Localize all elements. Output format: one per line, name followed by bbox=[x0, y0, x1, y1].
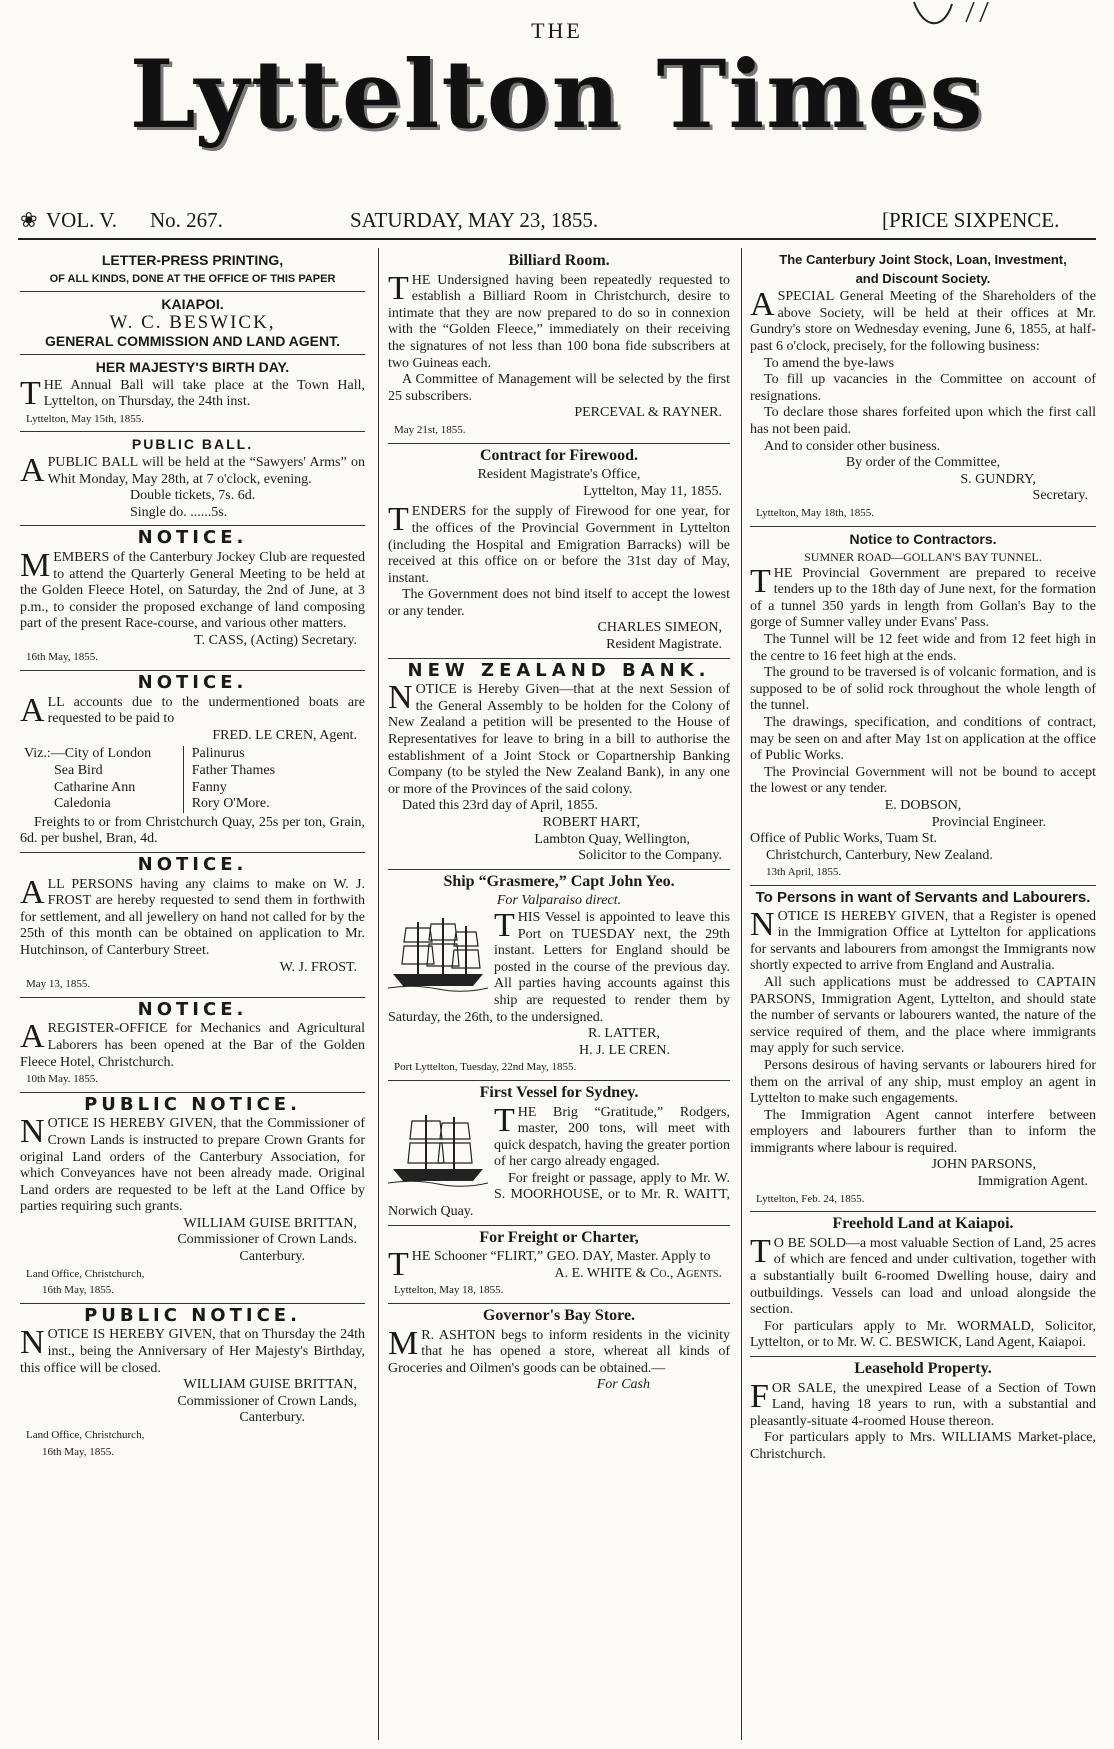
ad-signature: Commissioner of Crown Lands. bbox=[177, 1232, 357, 1248]
issue-date: SATURDAY, MAY 23, 1855. bbox=[350, 208, 599, 232]
column-rule-1 bbox=[378, 248, 379, 1740]
ad-date: May 13, 1855. bbox=[26, 978, 91, 991]
ad-body: NOTICE IS HEREBY GIVEN, that a Register is opened in the Immigration Office at Lyttelton for applications for servants and labourers from amongst the Immigrants now shortly expected to arrive from England and Australia. bbox=[750, 905, 1096, 974]
ad-body: THE Provincial Government are prepared to receive tenders up to the 18th day of June next, for the formation of a tunnel 350 yards in length from Gollan's Bay to the gorge of Sumner valley under Evans' Pass. bbox=[750, 562, 1096, 631]
column-1 bbox=[20, 250, 365, 1740]
list-item: Fanny bbox=[191, 779, 227, 795]
ad-body: ALL PERSONS having any claims to make on W. J. FROST are hereby requested to send them in forthwith for settlement, and all jewellery on hand not called for by the 25th of this month can be obtained on application to Mr. Hutchinson, of Canterbury Street. bbox=[20, 873, 365, 958]
ad-body: MR. ASHTON begs to inform residents in the vicinity that he has opened a store, whereat all kinds of Groceries and Oilmen's goods can be obtained.— bbox=[388, 1324, 730, 1376]
ad-body-2: The Tunnel will be 12 feet wide and from 12 feet high in the centre to 16 feet high at the ends. bbox=[750, 632, 1096, 664]
ad-signature: CHARLES SIMEON, bbox=[597, 620, 722, 636]
ad-heading: NOTICE. bbox=[137, 672, 248, 694]
ad-date: 13th April, 1855. bbox=[766, 866, 842, 879]
list-item: And to consider other business. bbox=[764, 438, 941, 454]
ad-signature: S. GUNDRY, bbox=[960, 471, 1036, 487]
ad-crown-grants bbox=[20, 1093, 365, 1299]
ad-signature: JOHN PARSONS, bbox=[931, 1157, 1036, 1173]
ad-heading: To Persons in want of Servants and Labourers. bbox=[755, 888, 1091, 906]
ad-subheading: For Valparaiso direct. bbox=[496, 893, 622, 909]
ad-body-2: For freight or passage, apply to Mr. W. S. MOORHOUSE, or to Mr. R. WAITT, Norwich Quay. bbox=[388, 1170, 730, 1220]
sailing-ship-icon bbox=[388, 1109, 488, 1189]
ad-servants bbox=[750, 890, 1096, 1207]
newspaper-title: Lyttelton Times bbox=[129, 40, 985, 150]
price: [PRICE SIXPENCE. bbox=[882, 208, 1060, 232]
divider bbox=[20, 525, 365, 526]
ad-body: NOTICE is Hereby Given—that at the next Session of the General Assembly to be holden for the Colony of New Zealand a petition will be presented to the House of Representatives for leave to bring in a bill to authorise the establishment of a Joint Stock or Copartnership Banking Company (to be styled the New Zealand Bank), in any one or more of the Provinces of the said colony. bbox=[388, 679, 730, 797]
ad-signature: Canterbury. bbox=[239, 1410, 305, 1426]
ad-heading: NOTICE. bbox=[137, 527, 248, 549]
divider bbox=[388, 1303, 730, 1304]
ad-signature: Commissioner of Crown Lands, bbox=[177, 1393, 357, 1409]
boat-list bbox=[20, 746, 365, 812]
divider bbox=[20, 997, 365, 998]
ad-frost bbox=[20, 854, 365, 993]
masthead-rule bbox=[18, 238, 1096, 240]
list-item: Viz.:—City of London bbox=[24, 746, 152, 762]
ad-date: 16th May, 1855. bbox=[42, 1445, 115, 1458]
list-item: To fill up vacancies in the Committee on account of resignations. bbox=[750, 372, 1096, 404]
boat-list-left bbox=[20, 746, 184, 812]
ad-title: GENERAL COMMISSION AND LAND AGENT. bbox=[44, 333, 341, 350]
ad-charter bbox=[388, 1230, 730, 1299]
ad-heading: Freehold Land at Kaiapoi. bbox=[832, 1215, 1014, 1233]
ticket-double: Double tickets, 7s. 6d. bbox=[130, 488, 256, 504]
divider bbox=[750, 885, 1096, 886]
ad-office-closed bbox=[20, 1304, 365, 1460]
list-item: Caledonia bbox=[54, 796, 111, 812]
ad-heading: HER MAJESTY'S BIRTH DAY. bbox=[95, 358, 290, 375]
ad-body: THE Brig “Gratitude,” Rodgers, master, 200 tons, will meet with quick despatch, having the greater portion of her cargo already engaged. bbox=[494, 1101, 730, 1170]
boat-list-right bbox=[184, 746, 275, 812]
ad-signature: Lambton Quay, Wellington, bbox=[534, 831, 690, 847]
ad-heading: Billiard Room. bbox=[508, 252, 610, 269]
divider bbox=[750, 1356, 1096, 1357]
ad-body-2: The Government does not bind itself to accept the lowest or any tender. bbox=[388, 587, 730, 619]
ad-name: W. C. BESWICK, bbox=[109, 311, 276, 333]
masthead-the: THE bbox=[531, 18, 583, 43]
ad-signature: FRED. LE CREN, Agent. bbox=[212, 727, 357, 743]
ad-joint-stock bbox=[750, 252, 1096, 522]
volume: VOL. V. bbox=[46, 208, 117, 232]
ad-body: THE Annual Ball will take place at the Town Hall, Lyttelton, on Thursday, the 24th inst. bbox=[20, 374, 365, 412]
ad-office: Office of Public Works, Tuam St. bbox=[750, 831, 937, 847]
ad-signature: Provincial Engineer. bbox=[931, 814, 1046, 830]
ad-body: ASPECIAL General Meeting of the Shareholders of the above Society, will be held at their offices at Mr. Gundry's store on Wednesday evening, June 6, 1855, at half-past 6 o'clock, precisely, for the following business: bbox=[750, 286, 1096, 354]
divider bbox=[20, 1303, 365, 1304]
ad-heading: For Freight or Charter, bbox=[479, 1228, 639, 1246]
list-item: Sea Bird bbox=[54, 763, 103, 779]
ad-signature: W. J. FROST. bbox=[279, 959, 357, 975]
ad-body-4: The Immigration Agent cannot interfere between employers and labourers further than to inform the immigrants where labour is required. bbox=[750, 1107, 1096, 1156]
ad-body: THIS Vessel is appointed to leave this Port on TUESDAY next, the 29th instant. Letters for England should be posted in the course of the previous day. All parties having accounts against this ship are requested to render them by Saturday, the 26th, to the undersigned. bbox=[388, 906, 730, 1025]
ad-body-4: The drawings, specification, and conditions of contract, may be seen on and after May 1st on application at the office of Public Works. bbox=[750, 715, 1096, 764]
divider bbox=[388, 869, 730, 870]
ad-heading: PUBLIC NOTICE. bbox=[84, 1093, 301, 1115]
ad-heading: PUBLIC BALL. bbox=[131, 436, 254, 453]
ad-signature: WILLIAM GUISE BRITTAN, bbox=[183, 1215, 357, 1231]
ad-heading: LETTER-PRESS PRINTING, bbox=[101, 252, 284, 268]
ad-register-office bbox=[20, 998, 365, 1088]
ad-leasehold bbox=[750, 1361, 1096, 1464]
list-item: Palinurus bbox=[191, 746, 245, 762]
ad-body: THE Undersigned having been repeatedly requested to establish a Billiard Room in Christchurch, desire to intimate that they are now prepared to do so in connexion with the “Golden Fleece,” immediately on their receiving the signatures of not less than 100 bona fide subscribers at two Guineas each. bbox=[388, 269, 730, 371]
ad-footer: For Cash bbox=[596, 1377, 650, 1393]
divider bbox=[750, 1211, 1096, 1212]
ad-heading: NOTICE. bbox=[137, 854, 248, 875]
ad-heading: The Canterbury Joint Stock, Loan, Investment, bbox=[779, 252, 1067, 267]
divider bbox=[20, 291, 365, 292]
ad-heading: NOTICE. bbox=[137, 998, 248, 1020]
ad-signature: E. DOBSON, bbox=[884, 798, 962, 813]
ad-body: ALL accounts due to the undermentioned boats are requested to be paid to bbox=[20, 691, 365, 729]
column-2 bbox=[388, 250, 730, 1740]
ad-date: 16th May, 1855. bbox=[26, 651, 99, 664]
ad-signature: Secretary. bbox=[1032, 488, 1088, 504]
ad-body-3: Persons desirous of having servants or labourers hired for them on the arrival of any ship, must employ an agent in Lyttelton to make such engagements. bbox=[750, 1057, 1096, 1107]
ad-date: Port Lyttelton, Tuesday, 22nd May, 1855. bbox=[394, 1061, 577, 1074]
ad-heading: Notice to Contractors. bbox=[849, 530, 997, 547]
ad-signature: Solicitor to the Company. bbox=[578, 848, 722, 864]
ad-place: KAIAPOI. bbox=[161, 296, 224, 313]
ad-signature: R. LATTER, bbox=[588, 1026, 660, 1042]
divider bbox=[750, 526, 1096, 527]
ad-heading: Leasehold Property. bbox=[854, 1360, 992, 1377]
column-rule-2 bbox=[741, 248, 742, 1740]
list-item: Rory O'More. bbox=[191, 796, 270, 812]
ad-date: Lyttelton, May 18, 1855. bbox=[394, 1284, 504, 1297]
ad-body: AREGISTER-OFFICE for Mechanics and Agricultural Laborers has been opened at the Bar of the Golden Fleece Hotel, Christchurch. bbox=[20, 1018, 365, 1070]
ad-nz-bank bbox=[388, 659, 730, 865]
ad-body-5: The Provincial Government will not be bound to accept the lowest or any tender. bbox=[750, 764, 1096, 797]
divider bbox=[20, 431, 365, 432]
ad-body-3: The ground to be traversed is of volcanic formation, and is supposed to be of solid rock throughout the whole length of the tunnel. bbox=[750, 665, 1096, 714]
ad-billiard bbox=[388, 253, 730, 439]
list-item: Catharine Ann bbox=[54, 779, 136, 795]
divider bbox=[20, 1092, 365, 1093]
ad-signature: H. J. LE CREN. bbox=[579, 1042, 670, 1058]
ad-grasmere bbox=[388, 874, 730, 1076]
ad-sydney bbox=[388, 1085, 730, 1221]
ad-body-2: For particulars apply to Mr. WORMALD, Solicitor, Lyttelton, or to Mr. W. C. BESWICK, Land Agent, Kaiapoi. bbox=[750, 1318, 1096, 1351]
ad-body: NOTICE IS HEREBY GIVEN, that on Thursday the 24th inst., being the Anniversary of Her Majesty's Birthday, this office will be closed. bbox=[20, 1324, 365, 1376]
ad-heading: Governor's Bay Store. bbox=[482, 1307, 636, 1325]
ad-signature: T. CASS, (Acting) Secretary. bbox=[194, 632, 357, 648]
ad-heading: and Discount Society. bbox=[855, 270, 991, 286]
ad-body: TENDERS for the supply of Firewood for one year, for the offices of the Provincial Government in Lyttelton (including the Hospital and Emigration Barracks) will be received at this office on or before the 31st day of May, instant. bbox=[388, 501, 730, 586]
ad-body: THE Schooner “FLIRT,” GEO. DAY, Master. Apply to bbox=[388, 1246, 711, 1284]
ad-signature: Resident Magistrate. bbox=[606, 637, 722, 653]
ad-body-2: All such applications must be addressed to CAPTAIN PARSONS, Immigration Agent, Lyttelton, and should state the number of servants or labourers wanted, the nature of the service required of them, and the place where immigrants may apply for such service. bbox=[750, 974, 1096, 1057]
ad-signature: Canterbury. bbox=[239, 1249, 305, 1265]
list-item: To amend the bye-laws bbox=[764, 355, 895, 371]
ad-firewood bbox=[388, 448, 730, 654]
ad-contractors bbox=[750, 531, 1096, 881]
ad-body-2: For particulars apply to Mrs. WILLIAMS Market-place, Christchurch. bbox=[750, 1430, 1096, 1462]
divider bbox=[20, 670, 365, 671]
ad-beswick bbox=[20, 296, 365, 350]
ad-date: 10th May. 1855. bbox=[26, 1073, 99, 1086]
ad-office: Christchurch, Canterbury, New Zealand. bbox=[766, 847, 993, 863]
ad-heading: Contract for Firewood. bbox=[479, 446, 639, 464]
ad-date: Lyttelton, May 15th, 1855. bbox=[26, 412, 144, 425]
ad-governors-bay bbox=[388, 1308, 730, 1394]
ad-freehold bbox=[750, 1216, 1096, 1352]
ad-date: 16th May, 1855. bbox=[42, 1284, 115, 1297]
divider bbox=[20, 852, 365, 853]
list-item: Father Thames bbox=[191, 763, 276, 779]
ad-heading: First Vessel for Sydney. bbox=[479, 1083, 639, 1101]
ornament-icon: ❀ bbox=[20, 208, 38, 232]
ad-heading: NEW ZEALAND BANK. bbox=[407, 659, 711, 681]
ad-jockey-club bbox=[20, 527, 365, 666]
ad-body: NOTICE IS HEREBY GIVEN, that the Commissioner of Crown Lands is instructed to prepare Crown Grants for original Land orders of the Canterbury Association, for which Conveyances have not been already made. Original Land orders are requested to be left at the Land Office by parties requiring such grants. bbox=[20, 1113, 365, 1215]
ad-from: Resident Magistrate's Office, bbox=[477, 467, 641, 483]
ad-boats bbox=[20, 672, 365, 848]
divider bbox=[388, 658, 730, 659]
ad-body: TO BE SOLD—a most valuable Section of Land, 25 acres of which are fenced and under cultivation, together with a substantially built 6-roomed Dwelling house, dairy and outbuildings. Vessels can load and unload alongside the section. bbox=[750, 1232, 1096, 1318]
masthead bbox=[0, 0, 1114, 232]
ad-birthday-ball bbox=[20, 359, 365, 427]
issue-number: No. 267. bbox=[150, 208, 223, 232]
ticket-single: Single do. ......5s. bbox=[130, 504, 228, 520]
ad-subheading: OF ALL KINDS, DONE AT THE OFFICE OF THIS PAPER bbox=[49, 272, 336, 285]
ad-body-2: A Committee of Management will be selected by the first 25 subscribers. bbox=[388, 372, 730, 404]
sailing-ship-icon bbox=[388, 914, 488, 994]
ad-date: May 21st, 1855. bbox=[394, 423, 466, 436]
ad-signature: ROBERT HART, bbox=[542, 815, 640, 830]
ad-letterpress bbox=[20, 252, 365, 287]
ad-body: APUBLIC BALL will be held at the “Sawyers' Arms” on Whit Monday, May 28th, at 7 o'clock, evening. bbox=[20, 451, 365, 489]
ad-date: Land Office, Christchurch, bbox=[26, 1429, 145, 1441]
divider bbox=[388, 1225, 730, 1226]
ad-date: Lyttelton, Feb. 24, 1855. bbox=[756, 1192, 865, 1205]
column-3 bbox=[750, 250, 1096, 1740]
ad-from: Lyttelton, May 11, 1855. bbox=[583, 483, 722, 499]
ad-dated: Dated this 23rd day of April, 1855. bbox=[402, 798, 598, 814]
divider bbox=[20, 354, 365, 355]
ad-date: Land Office, Christchurch, bbox=[26, 1267, 145, 1280]
list-item: To declare those shares forfeited upon which the first call has not been paid. bbox=[750, 405, 1096, 437]
ad-order: By order of the Committee, bbox=[845, 455, 1001, 471]
divider bbox=[388, 443, 730, 444]
ad-heading: PUBLIC NOTICE. bbox=[84, 1304, 301, 1326]
ad-signature: PERCEVAL & RAYNER. bbox=[574, 405, 722, 421]
ad-date: Lyttelton, May 18th, 1855. bbox=[756, 506, 874, 519]
ad-signature: A. E. WHITE & Co., Agents. bbox=[554, 1265, 722, 1281]
ad-subheading: SUMNER ROAD—GOLLAN'S BAY TUNNEL. bbox=[804, 550, 1042, 565]
ad-heading: Ship “Grasmere,” Capt John Yeo. bbox=[443, 872, 675, 890]
ad-signature: WILLIAM GUISE BRITTAN, bbox=[183, 1377, 357, 1393]
ad-body: MEMBERS of the Canterbury Jockey Club are requested to attend the Quarterly General Meeting to be held at the Golden Fleece Hotel, on Saturday, the 2nd of June, at 3 p.m., to consider the proposed exchange of land composing part of the present Race-course, and various other matters. bbox=[20, 546, 365, 632]
ad-body-2: Freights to or from Christchurch Quay, 25s per ton, Grain, 6d. per bushel, Bran, 4d. bbox=[20, 814, 365, 847]
ad-signature: Immigration Agent. bbox=[977, 1174, 1088, 1190]
ad-public-ball bbox=[20, 436, 365, 521]
divider bbox=[388, 1080, 730, 1081]
ad-body: FOR SALE, the unexpired Lease of a Section of Town Land, having 18 years to run, with a substantial and pleasantly-situate 4-roomed House thereon. bbox=[750, 1377, 1096, 1429]
